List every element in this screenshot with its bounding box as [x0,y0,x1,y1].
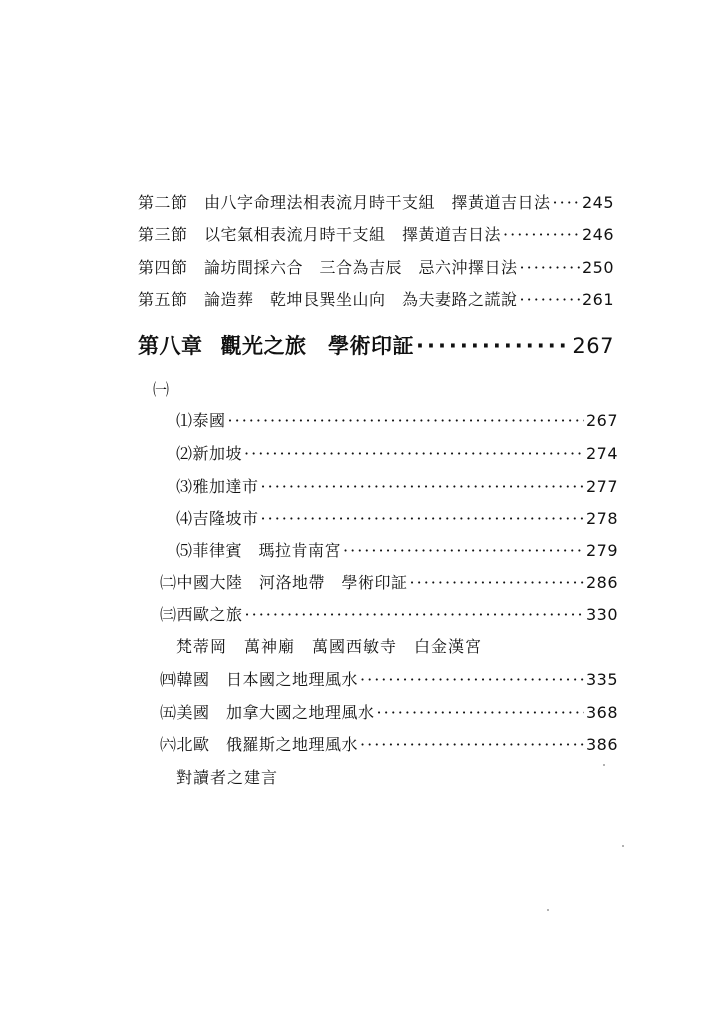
leader-dots [261,509,584,528]
chapter-label: 第八章 [138,334,203,358]
western-europe-subtitle: 梵蒂岡 萬神廟 萬國西敏寺 白金漢宮 [176,637,483,656]
leader-dots [410,573,584,592]
leader-dots [503,225,580,244]
page-number: 267 [572,334,614,358]
section-title: 以宅氣相表流月時干支組 擇黃道吉日法 [204,225,502,244]
toc-entry-chapter-8[interactable] [138,330,614,360]
entry-title: ⑵新加坡 [176,444,243,463]
page-number: 245 [581,193,614,212]
scan-speck [622,845,624,847]
entry-title: ⑷吉隆坡市 [176,509,259,528]
entry-title: ㈤美國 加拿大國之地理風水 [160,703,375,722]
page-number: 261 [581,290,614,309]
scan-speck [603,764,605,766]
section-title: 論造葬 乾坤艮巽坐山向 為夫妻路之謊說 [204,290,518,309]
section-label: 第二節 [138,193,188,212]
leader-dots [553,193,580,212]
entry-title: ㈢西歐之旅 [160,605,243,624]
section-title: 由八字命理法相表流月時干支組 擇黃道吉日法 [204,193,551,212]
leader-dots [244,444,584,463]
page-number: 279 [585,541,618,560]
page-number: 267 [585,411,618,430]
toc-entry-closing[interactable]: 對讀者之建言 [176,768,279,787]
leader-dots [360,735,584,754]
toc-entry-thailand[interactable] [176,408,618,431]
page-number: 368 [585,703,618,722]
page-number: 335 [585,670,618,689]
part-one-marker: ㈠ [153,380,171,399]
page-number: 330 [585,605,618,624]
page-number: 274 [585,444,618,463]
section-title: 論坊間採六合 三合為吉辰 忌六沖擇日法 [204,258,518,277]
leader-dots [245,605,584,624]
page-number: 386 [585,735,618,754]
toc-entry-section-5[interactable] [138,287,614,310]
page-number: 250 [581,258,614,277]
toc-entry-jakarta[interactable] [176,474,618,497]
leader-dots [360,670,584,689]
section-label: 第五節 [138,290,188,309]
toc-entry-western-europe[interactable] [160,602,618,625]
leader-dots [261,477,584,496]
entry-title: ㈥北歐 俄羅斯之地理風水 [160,735,359,754]
entry-title: ⑸菲律賓 瑪拉肯南宮 [176,541,342,560]
page-number: 286 [585,573,618,592]
toc-entry-singapore[interactable] [176,441,618,464]
scan-speck [547,909,549,911]
toc-entry-northern-europe-russia[interactable] [160,732,618,755]
toc-entry-korea-japan[interactable] [160,667,618,690]
section-label: 第三節 [138,225,188,244]
page-number: 278 [585,509,618,528]
section-label: 第四節 [138,258,188,277]
leader-dots [520,290,580,309]
toc-entry-usa-canada[interactable] [160,700,618,723]
toc-entry-philippines[interactable] [176,538,618,561]
toc-entry-china[interactable] [160,570,618,593]
leader-dots [377,703,584,722]
entry-title: ㈣韓國 日本國之地理風水 [160,670,359,689]
entry-title: ⑴泰國 [176,411,226,430]
entry-title: ⑶雅加達市 [176,477,259,496]
leader-dots [228,411,584,430]
entry-title: ㈡中國大陸 河洛地帶 學術印証 [160,573,408,592]
toc-entry-kuala-lumpur[interactable] [176,506,618,529]
leader-dots [343,541,584,560]
leader-dots [416,334,570,358]
toc-entry-section-3[interactable] [138,222,614,245]
leader-dots [520,258,580,277]
page-number: 246 [581,225,614,244]
page-number: 277 [585,477,618,496]
toc-entry-section-2[interactable] [138,190,614,213]
chapter-title: 觀光之旅 學術印証 [220,334,414,358]
toc-entry-section-4[interactable] [138,255,614,278]
